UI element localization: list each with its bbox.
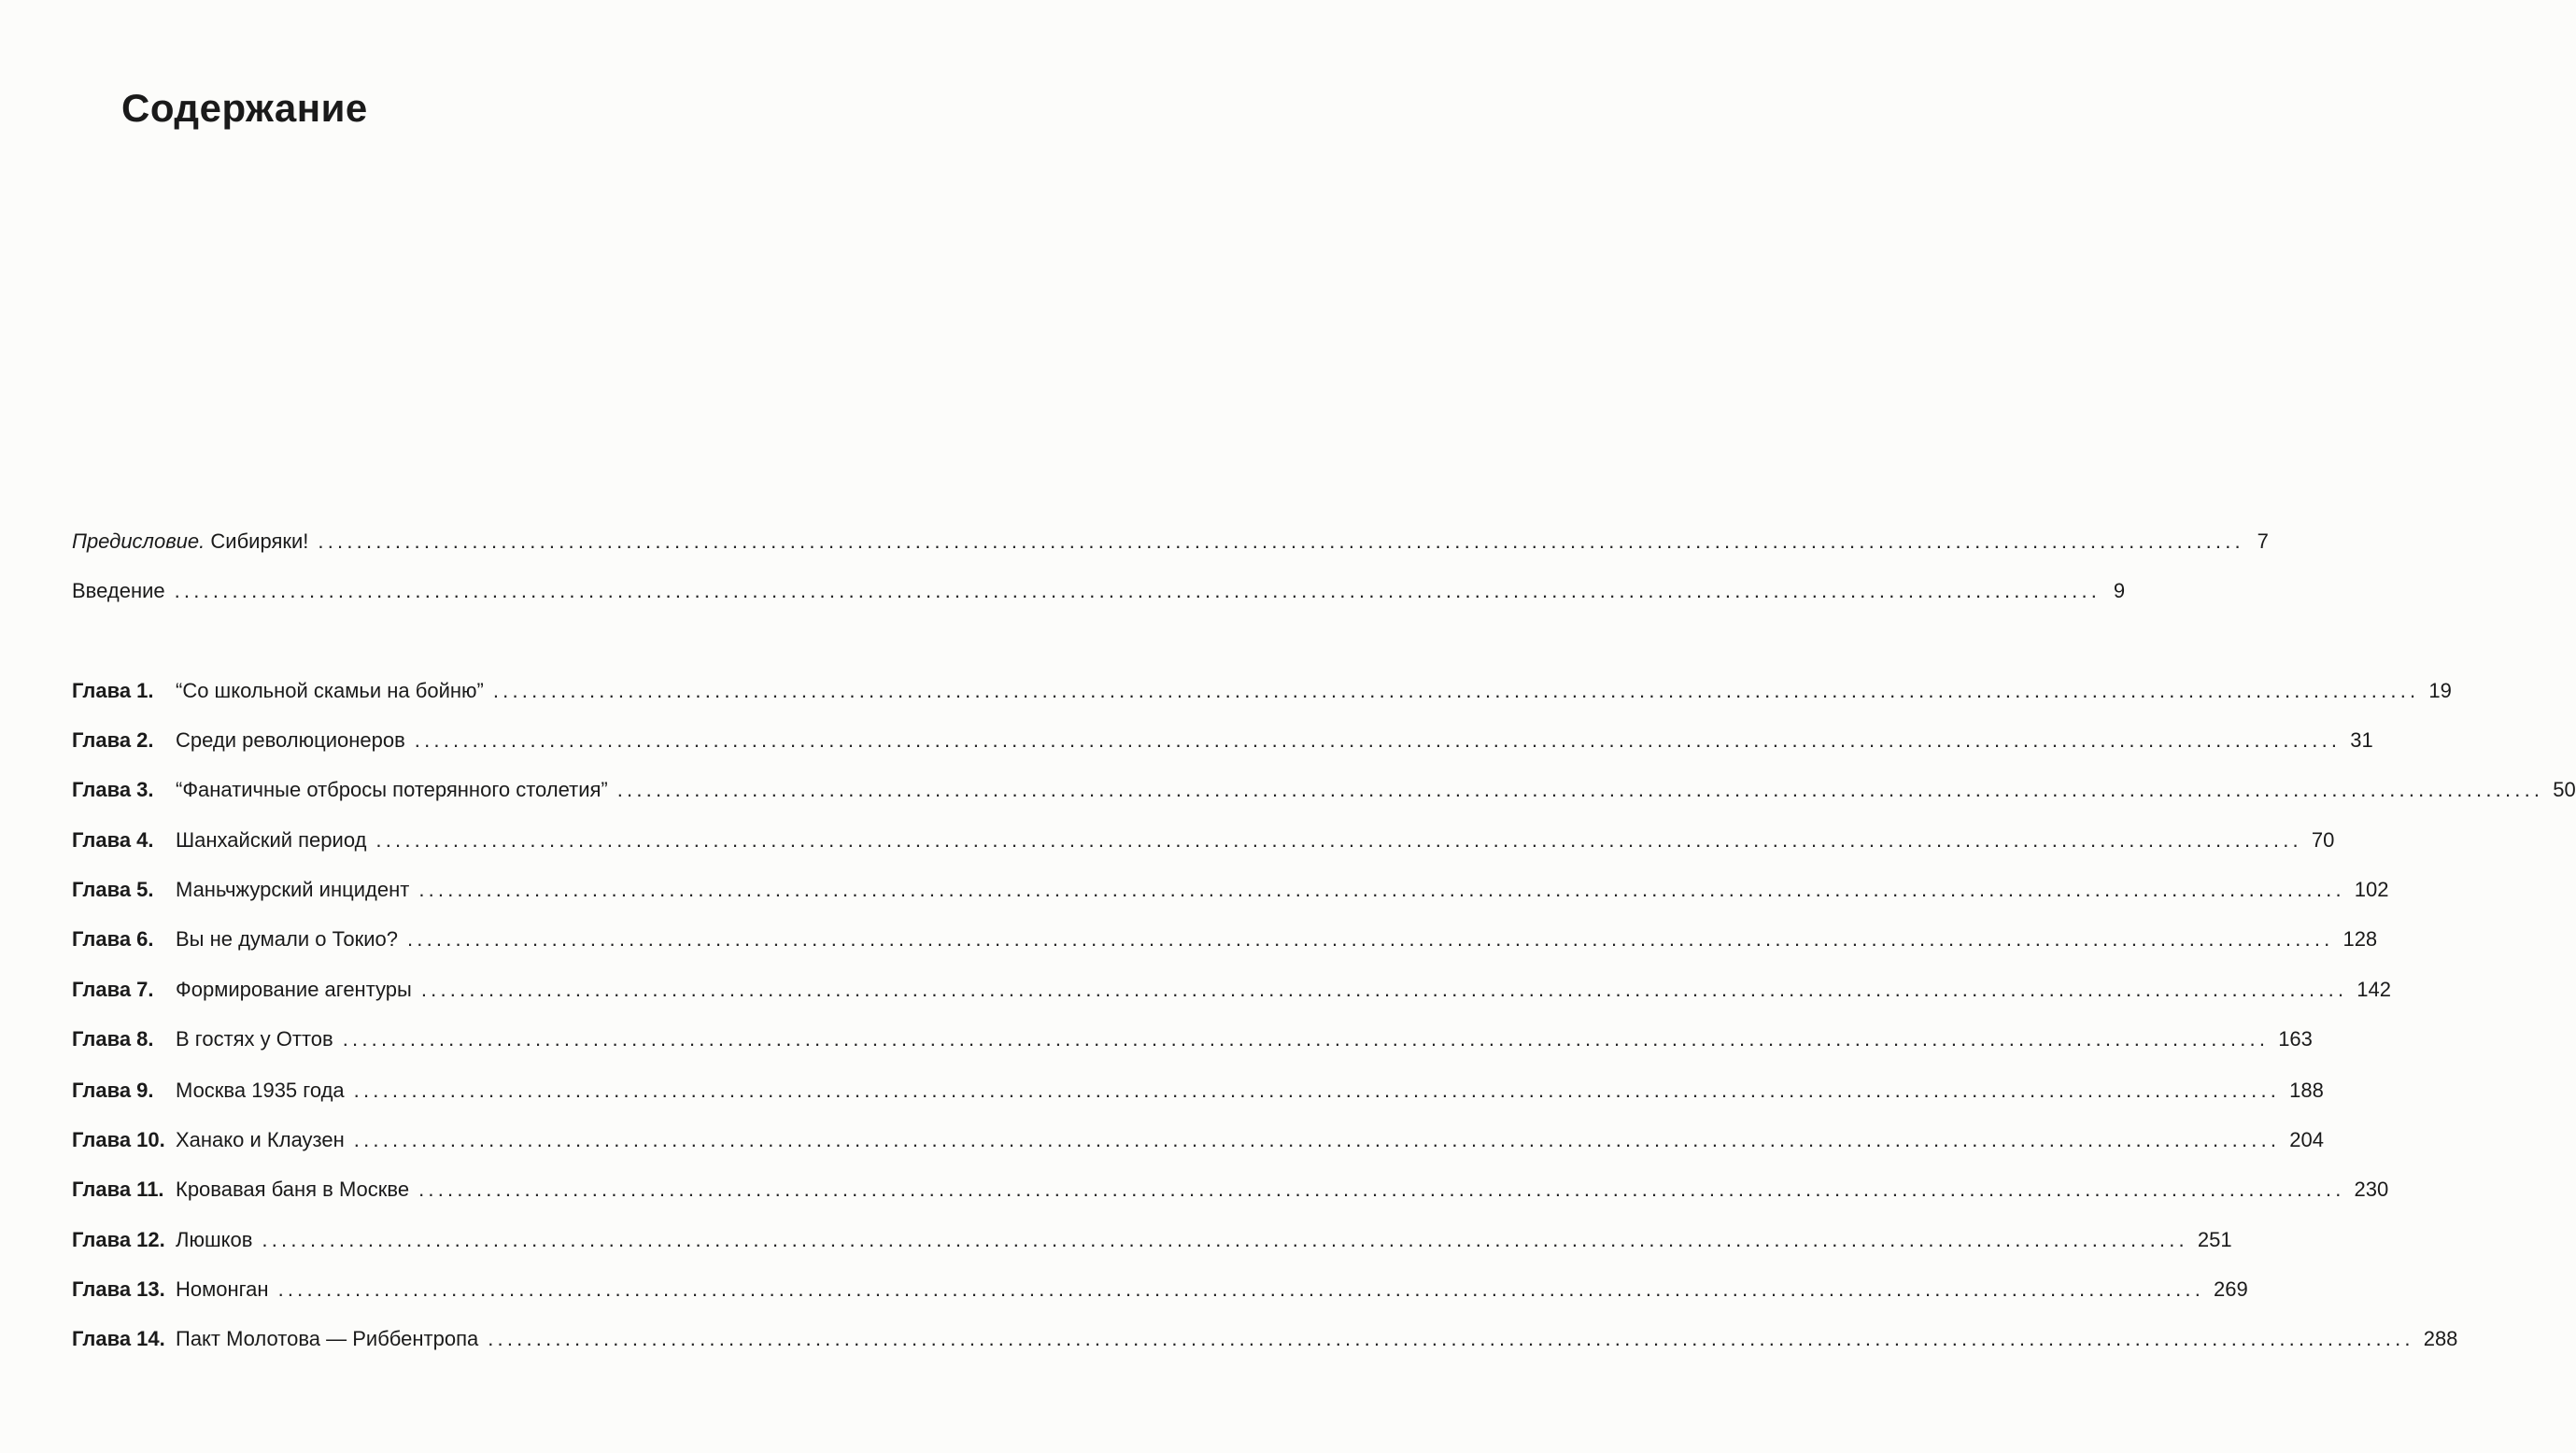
toc-entry-chapter-12[interactable] (72, 1225, 2232, 1255)
toc-dot-leader: ........................................................................................................................................................................................................ (420, 978, 2348, 1001)
toc-entry-chapter-13[interactable] (72, 1275, 2248, 1305)
toc-dot-leader: ........................................................................................................................................................................................................ (492, 679, 2420, 702)
toc-page-number: 102 (2354, 878, 2389, 901)
toc-chapter-label: Глава 6. (72, 927, 154, 951)
toc-page-number: 230 (2354, 1178, 2389, 1201)
toc-page-number: 7 (2257, 529, 2269, 553)
toc-chapter-label: Глава 10. (72, 1128, 165, 1151)
toc-entry-label: Введение (72, 579, 165, 602)
toc-entry-title (72, 576, 165, 606)
toc-chapter-label: Глава 3. (72, 778, 154, 801)
toc-chapter-label: Глава 14. (72, 1327, 165, 1350)
toc-entry-title: Среди революционеров (176, 728, 405, 752)
toc-page-number: 188 (2289, 1079, 2324, 1102)
toc-dot-leader: ........................................................................................................................................................................................................ (375, 828, 2302, 852)
toc-dot-leader: ........................................................................................................................................................................................................ (353, 1079, 2281, 1102)
toc-entry-label: Сибиряки! (210, 529, 309, 553)
toc-dot-leader: ........................................................................................................................................................................................................ (262, 1228, 2188, 1251)
toc-entry-chapter-4[interactable] (72, 825, 2335, 855)
toc-entry-introduction[interactable] (72, 576, 2126, 606)
toc-entry-italic-prefix: Предисловие. (72, 529, 205, 553)
toc-entry-title: Номонган (176, 1277, 269, 1301)
toc-page-number: 204 (2289, 1128, 2324, 1151)
toc-chapter-label: Глава 13. (72, 1277, 165, 1301)
toc-entry-title: “Фанатичные отбросы потерянного столетия” (176, 778, 608, 801)
toc-entry-chapter-11[interactable] (72, 1175, 2389, 1205)
toc-entry-chapter-7[interactable] (72, 975, 2392, 1005)
toc-entry-title: Формирование агентуры (176, 978, 412, 1001)
toc-entry-chapter-14[interactable] (72, 1324, 2458, 1354)
toc-chapter-label: Глава 11. (72, 1178, 164, 1201)
toc-entry-chapter-3[interactable] (72, 775, 2576, 805)
toc-chapter-label: Глава 8. (72, 1027, 154, 1051)
toc-entry-title: Вы не думали о Токио? (176, 927, 398, 951)
toc-dot-leader: ........................................................................................................................................................................................................ (318, 529, 2244, 553)
toc-dot-leader: ........................................................................................................................................................................................................ (353, 1128, 2281, 1151)
toc-chapter-label: Глава 2. (72, 728, 154, 752)
toc-page-number: 31 (2350, 728, 2373, 752)
toc-entry-title: Ханако и Клаузен (176, 1128, 345, 1151)
toc-page-number: 50 (2553, 778, 2576, 801)
toc-entry-chapter-2[interactable] (72, 726, 2373, 755)
toc-entry-title: Пакт Молотова — Риббентропа (176, 1327, 479, 1350)
toc-dot-leader: ........................................................................................................................................................................................................ (418, 1178, 2345, 1201)
toc-page-number: 9 (2113, 579, 2126, 602)
toc-dot-leader: ........................................................................................................................................................................................................ (342, 1027, 2270, 1051)
toc-entry-title (72, 527, 308, 557)
toc-chapter-label: Глава 12. (72, 1228, 165, 1251)
toc-entry-chapter-10[interactable] (72, 1125, 2324, 1155)
toc-chapter-label: Глава 4. (72, 828, 154, 852)
toc-entry-title: “Со школьной скамьи на бойню” (176, 679, 484, 702)
toc-entry-title: Москва 1935 года (176, 1079, 345, 1102)
toc-dot-leader: ........................................................................................................................................................................................................ (414, 728, 2342, 752)
toc-page-number: 128 (2342, 927, 2378, 951)
toc-chapter-label: Глава 7. (72, 978, 154, 1001)
toc-dot-leader: ........................................................................................................................................................................................................ (488, 1327, 2414, 1350)
toc-dot-leader: ........................................................................................................................................................................................................ (174, 579, 2102, 602)
toc-entry-title: Люшков (176, 1228, 253, 1251)
toc-entry-title: В гостях у Оттов (176, 1027, 333, 1051)
toc-chapter-label: Глава 9. (72, 1079, 154, 1102)
toc-page-number: 269 (2214, 1277, 2248, 1301)
toc-page-number: 251 (2197, 1228, 2232, 1251)
toc-entry-preface[interactable] (72, 527, 2269, 557)
toc-chapter-label: Глава 1. (72, 679, 154, 702)
toc-dot-leader: ........................................................................................................................................................................................................ (277, 1277, 2205, 1301)
toc-page-number: 19 (2428, 679, 2452, 702)
toc-entry-title: Маньчжурский инцидент (176, 878, 410, 901)
toc-page-number: 70 (2311, 828, 2335, 852)
toc-dot-leader: ........................................................................................................................................................................................................ (418, 878, 2345, 901)
toc-entry-chapter-5[interactable] (72, 875, 2389, 905)
toc-entry-chapter-6[interactable] (72, 924, 2378, 954)
toc-page-number: 288 (2423, 1327, 2458, 1350)
toc-entry-title: Кровавая баня в Москве (176, 1178, 410, 1201)
toc-dot-leader: ........................................................................................................................................................................................................ (406, 927, 2334, 951)
toc-dot-leader: ........................................................................................................................................................................................................ (616, 778, 2544, 801)
toc-entry-chapter-9[interactable] (72, 1076, 2324, 1106)
toc-entry-chapter-8[interactable] (72, 1024, 2313, 1054)
toc-entry-title: Шанхайский период (176, 828, 367, 852)
toc-chapter-label: Глава 5. (72, 878, 154, 901)
toc-page-number: 142 (2357, 978, 2392, 1001)
page-title: Содержание (121, 86, 368, 130)
toc-entry-chapter-1[interactable] (72, 676, 2452, 706)
toc-page-number: 163 (2278, 1027, 2313, 1051)
